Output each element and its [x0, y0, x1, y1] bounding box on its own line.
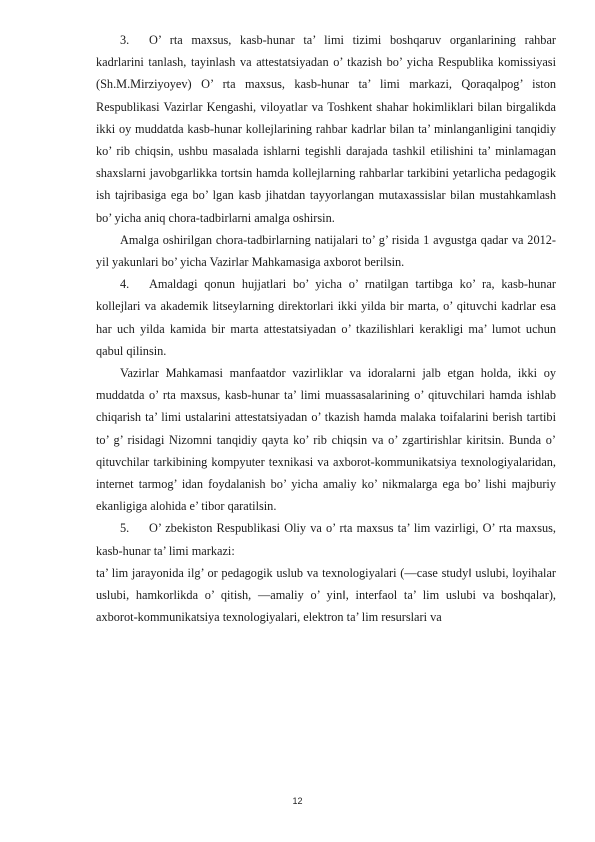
document-body: [96, 29, 556, 628]
paragraph: [96, 362, 556, 517]
paragraph-text: ta’ lim jarayonida ilg’ or pedagogik uslub va texnologiyalari (―case study‖ uslubi, loyihalar uslubi, hamkorlikda o’ qitish, ―amaliy o’ yin‖, interfaol ta’ lim uslubi va boshqalar), axborot-kommunikatsiya texnologiyalari, elektron ta’ lim resurslari va: [96, 565, 556, 625]
paragraph-item-5: [96, 517, 556, 561]
paragraph-text: O’ rta maxsus, kasb-hunar ta’ limi tizimi boshqaruv organlarining rahbar kadrlarini tanlash, tayinlash va attestatsiyadan o’ tkazish bo’ yicha Respublika komissiyasi (Sh.M.Mirziyoyev) O’ rta maxsus, kasb-hunar ta’ limi markazi, Qoraqalpog’ iston Respublikasi Vazirlar Kengashi, viloyatlar va Toshkent shahar hokimliklari bilan birgalikda ikki oy muddatda kasb-hunar kollejlarining rahbar kadrlar bilan ta’ minlanganligini tanqidiy ko’ rib chiqsin, ushbu masalada ishlarni tegishli darajada tashkil etilishini ta’ minlamagan shaxslarni javobgarlikka tortsin hamda kollejlarning rahbarlar tarkibini yetarlicha pedagogik ish tajribasiga ega bo’ lgan kasb jihatdan tayyorlangan mutaxassislar bilan mustahkamlash bo’ yicha aniq chora-tadbirlarni amalga oshirsin.: [96, 33, 556, 225]
paragraph-item-4: [96, 273, 556, 362]
page-number: 12: [292, 796, 303, 806]
paragraph-text: O’ zbekiston Respublikasi Oliy va o’ rta maxsus ta’ lim vazirligi, O’ rta maxsus, kasb-hunar ta’ limi markazi:: [96, 521, 556, 558]
paragraph-text: Amalga oshirilgan chora-tadbirlarning natijalari to’ g’ risida 1 avgustga qadar va 2012-yil yakunlari bo’ yicha Vazirlar Mahkamasiga axborot berilsin.: [96, 232, 556, 270]
item-number: 4.: [120, 277, 130, 292]
item-number: 3.: [120, 33, 130, 47]
paragraph-text: Amaldagi qonun hujjatlari bo’ yicha o’ rnatilgan tartibga ko’ ra, kasb-hunar kollejlari va akademik litseylarning direktorlari ikki yilda bir marta, o’ qituvchi kadrlar esa har uch yilda kamida bir marta attestatsiyadan o’ tkazilishlari kerakligi ma’ lumot uchun qabul qilinsin.: [96, 277, 556, 358]
item-number: 5.: [120, 521, 130, 536]
paragraph-text: Vazirlar Mahkamasi manfaatdor vazirliklar va idoralarni jalb etgan holda, ikki oy muddatda o’ rta maxsus, kasb-hunar ta’ limi muassasalarining o’ qituvchilari hamda ishlab chiqarish ta’ limi ustalarini attestatsiyadan o’ tkazish hamda malaka toifalarini berish tartibi to’ g’ risidagi Nizomni tanqidiy qayta ko’ rib chiqsin va o’ zgartirishlar kiritsin. Bunda o’ qituvchilar tarkibining kompyuter texnikasi va axborot-kommunikatsiya texnologiyalaridan, internet tarmog’ idan foydalanish bo’ yicha amaliy ko’ nikmalarga ega bo’ lishi majburiy ekanligiga alohida e’ tibor qaratilsin.: [96, 366, 556, 514]
paragraph-item-3: [96, 29, 556, 229]
paragraph: [96, 229, 556, 273]
paragraph: [96, 562, 556, 629]
